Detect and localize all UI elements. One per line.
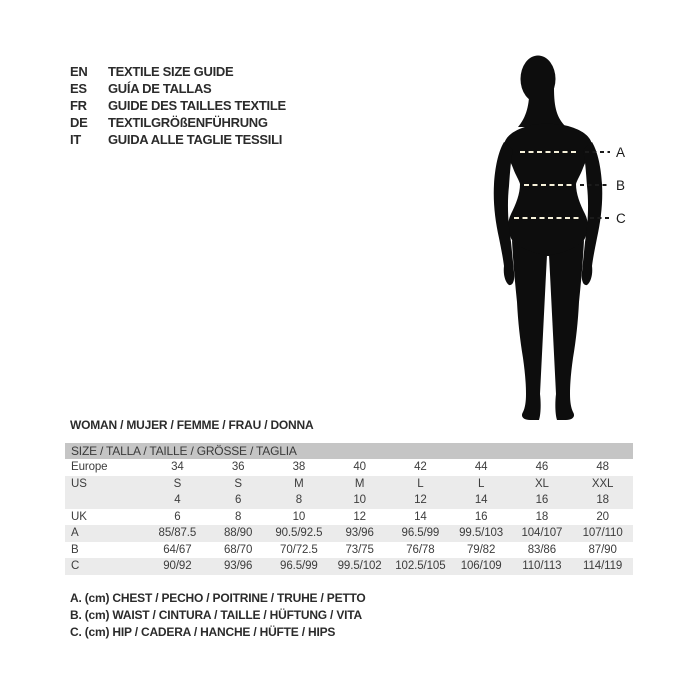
size-cell: 44 xyxy=(474,461,488,474)
lang-label: GUIDE DES TAILLES TEXTILE xyxy=(108,98,286,113)
section-title-woman: WOMAN / MUJER / FEMME / FRAU / DONNA xyxy=(70,418,314,432)
size-cell: 46 xyxy=(535,461,549,474)
size-cell: 102.5/105 xyxy=(390,558,451,575)
size-cell: S xyxy=(147,476,208,493)
lang-code: DE xyxy=(70,115,88,130)
size-cell: XL xyxy=(512,476,573,493)
legend-hip: C. (cm) HIP / CADERA / HANCHE / HÜFTE / HIPS xyxy=(70,625,336,639)
size-cell: 16 xyxy=(512,492,573,509)
size-cell: 48 xyxy=(596,461,609,474)
size-cell: 6 xyxy=(174,510,181,523)
table-row-waist xyxy=(65,542,633,559)
size-cell: XXL xyxy=(572,476,633,493)
size-cell: 88/90 xyxy=(208,525,269,542)
size-table xyxy=(65,443,633,575)
size-cell: 18 xyxy=(572,492,633,509)
size-cell: 38 xyxy=(292,461,306,474)
size-cell: 87/90 xyxy=(588,543,617,556)
size-cell: 34 xyxy=(171,461,184,474)
measurement-legend xyxy=(70,591,366,642)
size-cell: 20 xyxy=(596,510,609,523)
lang-row-fr xyxy=(70,97,286,114)
size-cell: 36 xyxy=(231,461,245,474)
row-label: US xyxy=(65,476,147,493)
silhouette-left-leg xyxy=(512,240,547,420)
size-cell: M xyxy=(329,476,390,493)
size-cell: 10 xyxy=(329,492,390,509)
size-cell: 99.5/102 xyxy=(329,558,390,575)
row-label: Europe xyxy=(71,461,108,474)
size-cell: 6 xyxy=(208,492,269,509)
size-cell: 96.5/99 xyxy=(390,525,451,542)
lang-row-it xyxy=(70,131,286,148)
size-cell: 96.5/99 xyxy=(269,558,330,575)
woman-silhouette xyxy=(450,50,660,430)
size-cell: 18 xyxy=(535,510,549,523)
row-label: B xyxy=(71,543,79,556)
row-label: C xyxy=(65,558,147,575)
language-title-block xyxy=(70,63,286,148)
size-cell: S xyxy=(208,476,269,493)
size-cell: 14 xyxy=(414,510,427,523)
size-cell: 73/75 xyxy=(345,543,374,556)
measure-label-b: B xyxy=(616,178,626,193)
table-row-us-letters xyxy=(65,476,633,493)
size-cell: 90.5/92.5 xyxy=(269,525,330,542)
size-cell: 16 xyxy=(474,510,488,523)
size-cell: 83/86 xyxy=(527,543,557,556)
table-row-us-numbers xyxy=(65,492,633,509)
row-label xyxy=(65,492,147,509)
woman-figure-diagram xyxy=(450,50,660,430)
lang-label: TEXTILGRÖßENFÜHRUNG xyxy=(108,115,268,130)
size-cell: L xyxy=(451,476,512,493)
table-row-chest xyxy=(65,525,633,542)
lang-label: GUÍA DE TALLAS xyxy=(108,81,212,96)
size-cell: 40 xyxy=(353,461,366,474)
size-cell: 93/96 xyxy=(208,558,269,575)
lang-row-es xyxy=(70,80,286,97)
size-cell: L xyxy=(390,476,451,493)
size-cell: 42 xyxy=(414,461,427,474)
size-cell: 114/119 xyxy=(572,558,633,575)
lang-label: TEXTILE SIZE GUIDE xyxy=(108,64,234,79)
size-cell: 99.5/103 xyxy=(451,525,512,542)
lang-code: EN xyxy=(70,64,88,79)
table-header-row xyxy=(65,443,633,459)
size-cell: 79/82 xyxy=(466,543,496,556)
size-cell: 104/107 xyxy=(512,525,573,542)
size-cell: M xyxy=(269,476,330,493)
table-row-europe xyxy=(65,459,633,476)
size-cell: 107/110 xyxy=(572,525,633,542)
legend-chest: A. (cm) CHEST / PECHO / POITRINE / TRUHE / PETTO xyxy=(70,591,366,605)
size-cell: 70/72.5 xyxy=(280,543,318,556)
size-cell: 8 xyxy=(234,510,242,523)
size-cell: 90/92 xyxy=(147,558,208,575)
silhouette-torso xyxy=(504,124,592,256)
size-cell: 64/67 xyxy=(163,543,192,556)
size-cell: 68/70 xyxy=(223,543,253,556)
lang-label: GUIDA ALLE TAGLIE TESSILI xyxy=(108,132,283,147)
size-cell: 12 xyxy=(390,492,451,509)
size-cell: 12 xyxy=(353,510,366,523)
size-cell: 76/78 xyxy=(406,543,435,556)
table-row-hip xyxy=(65,558,633,575)
size-cell: 93/96 xyxy=(329,525,390,542)
size-cell: 10 xyxy=(292,510,306,523)
lang-row-en xyxy=(70,63,286,80)
lang-code: FR xyxy=(70,98,87,113)
size-cell: 8 xyxy=(269,492,330,509)
size-cell: 4 xyxy=(147,492,208,509)
measure-label-c: C xyxy=(616,211,626,226)
size-cell: 110/113 xyxy=(512,558,573,575)
lang-code: IT xyxy=(70,132,81,147)
size-cell: 106/109 xyxy=(451,558,512,575)
measure-label-a: A xyxy=(616,145,626,160)
row-label: UK xyxy=(71,510,87,523)
lang-row-de xyxy=(70,114,286,131)
lang-code: ES xyxy=(70,81,87,96)
size-cell: 85/87.5 xyxy=(147,525,208,542)
table-row-uk xyxy=(65,509,633,526)
size-cell: 14 xyxy=(451,492,512,509)
table-header: SIZE / TALLA / TAILLE / GRÖSSE / TAGLIA xyxy=(65,443,633,459)
legend-waist: B. (cm) WAIST / CINTURA / TAILLE / HÜFTUNG / VITA xyxy=(70,608,362,622)
row-label: A xyxy=(65,525,147,542)
silhouette-right-leg xyxy=(549,240,584,420)
